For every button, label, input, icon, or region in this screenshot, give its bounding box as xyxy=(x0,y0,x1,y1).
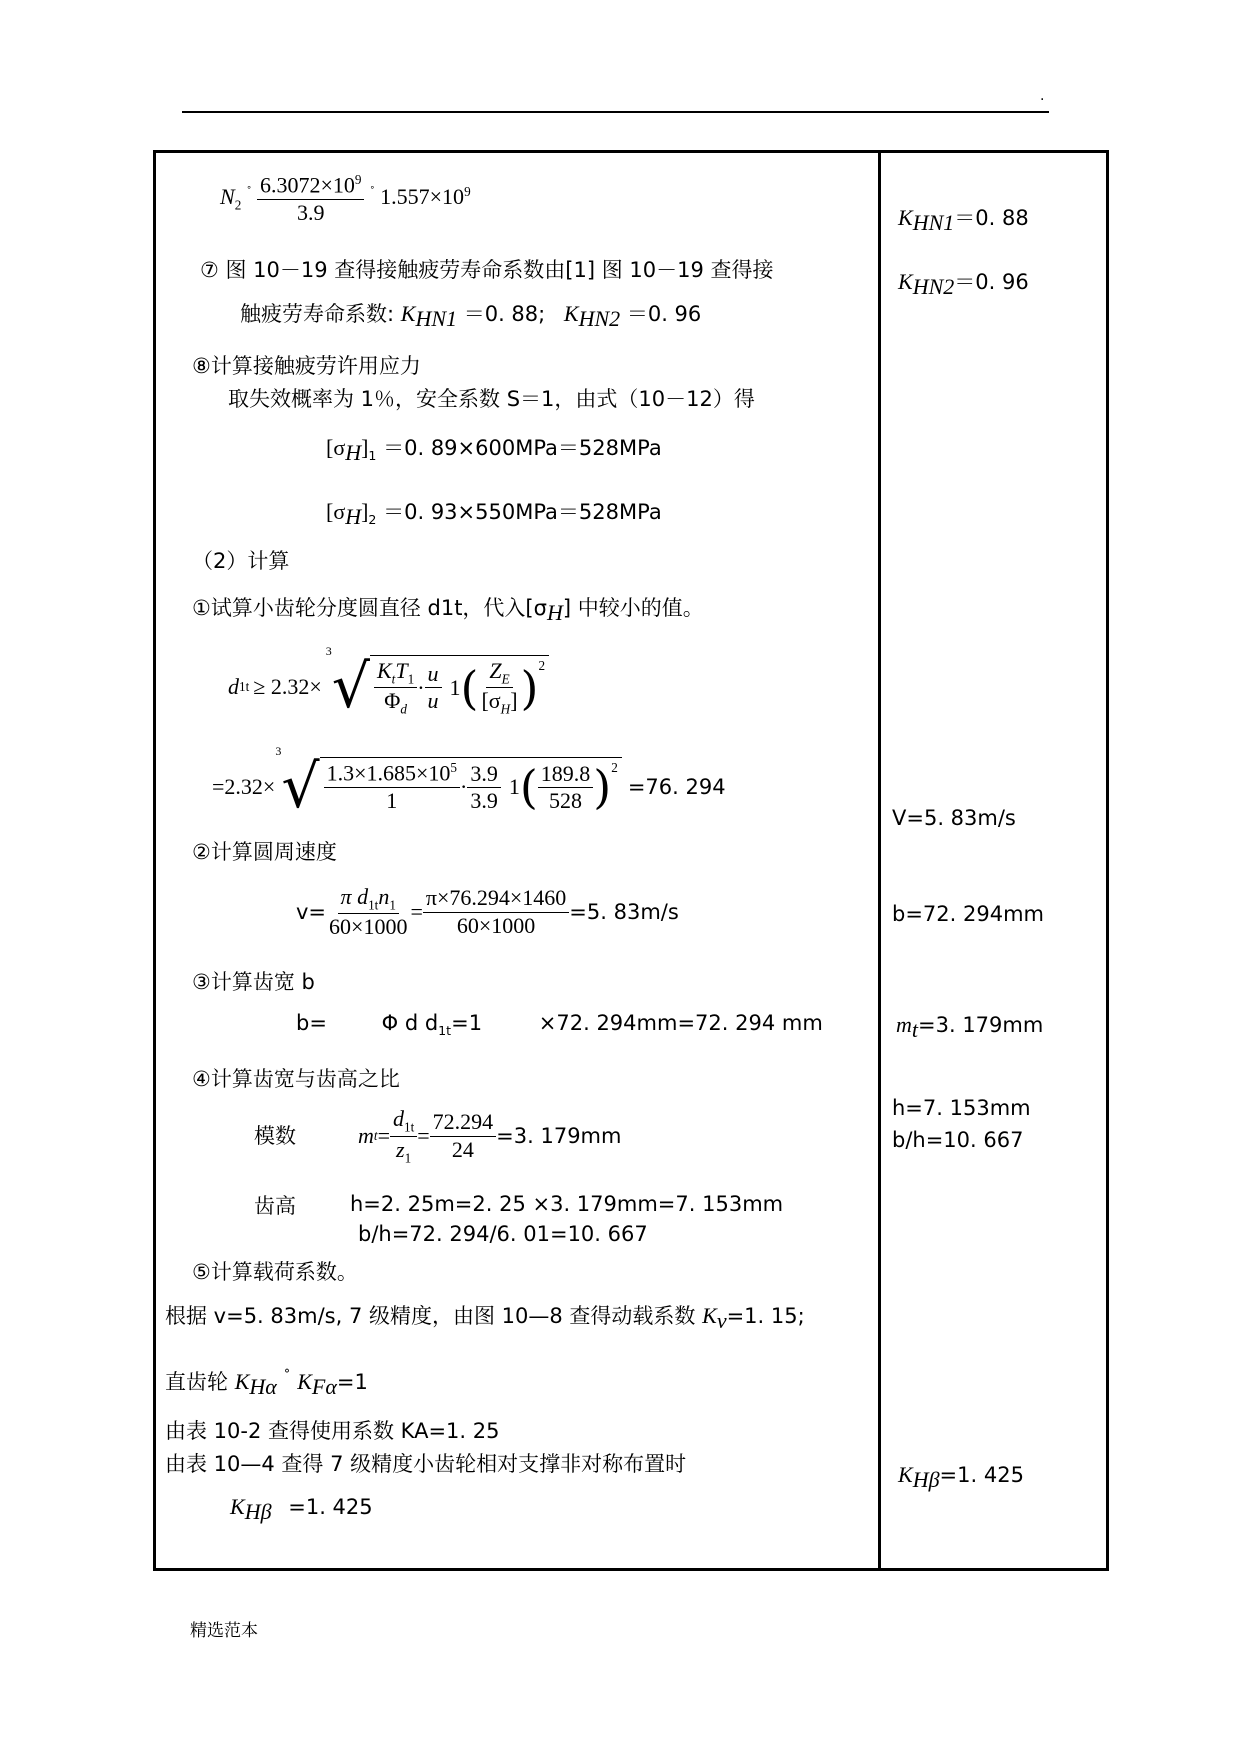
d1t-formula xyxy=(228,644,549,730)
step7-line1: ⑦ 图 10－19 查得接触疲劳寿命系数由[1] 图 10－19 查得接 xyxy=(200,258,774,282)
mt-label: m xyxy=(358,1123,374,1148)
d1t-relation: ≥ 2.32× xyxy=(253,674,322,699)
radicand: $\frac{K_tT_1}{\Phi_d}$ · $\frac{u}{u}$ 1 ( $\frac{Z_E}{[\sigma_H]}$ ) $^2$ xyxy=(370,655,549,719)
right-mt-k: m xyxy=(896,1012,912,1037)
eval-den3: 528 xyxy=(549,787,583,813)
ze-sub: E xyxy=(501,671,510,687)
radical-sign: √ xyxy=(331,652,370,722)
right-v: V=5. 83m/s xyxy=(892,806,1016,830)
mt-den: z xyxy=(396,1136,405,1162)
sigma1-close: ] xyxy=(361,435,369,460)
v-frac2 xyxy=(423,885,569,939)
right-b: b=72. 294mm xyxy=(892,902,1044,926)
right-khb-val: =1. 425 xyxy=(939,1463,1024,1487)
eval-result: =76. 294 xyxy=(627,775,726,799)
step7-k1-val: ＝0. 88; xyxy=(463,302,546,326)
eval-num1-exp: 5 xyxy=(450,760,457,776)
mt-num: d xyxy=(392,1106,404,1132)
v-den: 60×1000 xyxy=(329,913,408,939)
bh-expr: b/h=72. 294/6. 01=10. 667 xyxy=(358,1222,648,1246)
header-rule xyxy=(182,111,1049,113)
v-frac2-num: π×76.294×1460 xyxy=(423,885,569,912)
footer-text: 精选范本 xyxy=(190,1621,258,1641)
sigma2-line xyxy=(326,496,662,530)
kv-text: 根据 v=5. 83m/s, 7 级精度，由图 10—8 查得动载系数 xyxy=(165,1304,696,1328)
eval-root-index: 3 xyxy=(275,744,282,758)
sigma2-bracket: [σ xyxy=(326,499,346,524)
mt-num2: 72.294 xyxy=(430,1109,497,1136)
khb-val: =1. 425 xyxy=(288,1495,373,1519)
right-khn2-val: ＝0. 96 xyxy=(954,270,1029,294)
sig-sub: H xyxy=(500,701,511,717)
khb-sub: Hβ xyxy=(244,1499,272,1525)
v-num-sub2: 1 xyxy=(389,897,396,913)
h-expr: h=2. 25m=2. 25 ×3. 179mm=7. 153mm xyxy=(350,1192,784,1216)
header-dot: . xyxy=(1040,88,1045,104)
right-mt-val: =3. 179mm xyxy=(918,1013,1044,1037)
eval-frac1 xyxy=(324,760,460,814)
kt-frac xyxy=(374,658,417,717)
sigma1-line xyxy=(326,432,662,466)
mt-frac1 xyxy=(390,1106,417,1165)
n2-fraction xyxy=(257,172,365,226)
mt-num-sub: 1t xyxy=(403,1119,415,1135)
mt-result: =3. 179mm xyxy=(496,1124,622,1148)
b-expr-sub: 1t xyxy=(438,1023,452,1039)
kv-val: =1. 15; xyxy=(726,1304,805,1328)
step7-k2-sub: HN2 xyxy=(578,306,621,332)
kha-approx-symbol: ˚ xyxy=(283,1369,291,1385)
right-h: h=7. 153mm xyxy=(892,1096,1031,1120)
b-formula xyxy=(296,1010,823,1038)
eval-square-exp: 2 xyxy=(611,760,618,776)
right-khb xyxy=(898,1462,1024,1493)
eval-radicand: $\frac{1.3\times 1.685\times 10^5}{1}$ · $\frac{3.9}{3.9}$ 1 ( $\frac{189.8}{528}$ ) $^2$ xyxy=(320,757,622,816)
u-num: u xyxy=(425,661,442,688)
v-result: =5. 83m/s xyxy=(569,900,679,924)
eval-frac3 xyxy=(538,761,594,815)
step8-title: ⑧计算接触疲劳许用应力 xyxy=(192,354,421,378)
mt-sub: t xyxy=(373,1128,378,1143)
sigma1-sub: H xyxy=(345,440,362,466)
sigma2-close: ] xyxy=(361,499,369,524)
calc-title: （2）计算 xyxy=(192,549,290,573)
n2-formula xyxy=(220,172,471,232)
right-khn2-sub: HN2 xyxy=(912,274,955,300)
mt-eq2: = xyxy=(417,1123,430,1148)
sigma1-bracket: [σ xyxy=(326,435,346,460)
n2-frac-num: 6.3072×10 xyxy=(259,172,355,198)
sigma1-value: ＝0. 89×600MPa＝528MPa xyxy=(383,436,662,460)
eval-radical-sign: √ xyxy=(281,752,320,822)
right-khn2 xyxy=(898,266,1029,300)
mt-den-sub: 1 xyxy=(404,1149,412,1165)
eval-den1: 1 xyxy=(386,788,398,814)
right-paren: ) xyxy=(520,660,539,715)
v-num-b: n xyxy=(378,883,390,909)
ze: Z xyxy=(489,657,502,683)
kha-sub: Hα xyxy=(249,1374,277,1400)
one-term: 1 xyxy=(449,674,461,700)
d1t-sub: 1t xyxy=(239,679,250,694)
mt-den2: 24 xyxy=(451,1136,474,1162)
b-expr-b: =1 xyxy=(451,1011,483,1035)
eval-den2: 3.9 xyxy=(470,787,498,813)
column-divider xyxy=(878,150,881,1571)
v-eq: = xyxy=(410,899,423,924)
phi-sub: d xyxy=(400,701,407,717)
right-khn1-val: ＝0. 88 xyxy=(954,206,1029,230)
u-frac xyxy=(425,661,442,715)
t1: T xyxy=(395,657,408,683)
kfa-sub: Fα xyxy=(311,1374,337,1400)
step7-k2: K xyxy=(563,301,579,326)
sig-end: ] xyxy=(510,688,518,713)
kha-line xyxy=(165,1366,368,1400)
mt-frac2 xyxy=(430,1109,497,1163)
kt: K xyxy=(376,657,392,683)
left-paren: ( xyxy=(460,660,479,715)
step1-text-sub: H xyxy=(546,600,563,626)
step3-title: ③计算齿宽 b xyxy=(192,970,315,994)
kt-sub: t xyxy=(391,671,396,687)
kha-k: K xyxy=(234,1369,250,1394)
right-khn1-k: K xyxy=(898,205,913,230)
b-label: b= xyxy=(296,1011,327,1035)
khb-value-line xyxy=(230,1494,373,1525)
b-expr-c: ×72. 294mm=72. 294 mm xyxy=(538,1011,823,1035)
n2-result-exp: 9 xyxy=(464,183,471,199)
ze-frac xyxy=(478,658,520,717)
step8-desc: 取失效概率为 1％，安全系数 S＝1，由式（10－12）得 xyxy=(228,387,755,411)
step1-text-a: ①试算小齿轮分度圆直径 d1t，代入[σ xyxy=(192,596,547,620)
sigma2-value: ＝0. 93×550MPa＝528MPa xyxy=(383,500,662,524)
khb-k: K xyxy=(230,1494,245,1519)
v-label: v= xyxy=(296,900,327,924)
sigma1-index: 1 xyxy=(368,448,377,464)
d1t-evaluation xyxy=(212,744,726,830)
n2-frac-exp: 9 xyxy=(354,172,362,187)
step7-k1-sub: HN1 xyxy=(415,306,458,332)
kfa-k: K xyxy=(297,1369,312,1394)
v-frac1 xyxy=(326,884,410,941)
step2-title: ②计算圆周速度 xyxy=(192,840,337,864)
kv-k: K xyxy=(702,1303,717,1328)
v-num-a: π d xyxy=(340,883,369,909)
mt-eq: = xyxy=(377,1123,390,1148)
step4-title: ④计算齿宽与齿高之比 xyxy=(192,1067,400,1091)
right-khn2-k: K xyxy=(898,269,913,294)
square-exp: 2 xyxy=(538,657,546,673)
sig: [σ xyxy=(481,688,501,713)
eval-prefix: =2.32× xyxy=(212,774,276,799)
kv-line xyxy=(165,1300,805,1334)
n2-result: 1.557×10 xyxy=(380,184,465,210)
n2-subscript: 2 xyxy=(234,197,242,213)
sigma2-index: 2 xyxy=(368,512,377,528)
eval-num2: 3.9 xyxy=(467,761,501,788)
phi: Φ xyxy=(384,688,401,713)
right-mt-sub: t xyxy=(911,1017,919,1043)
b-expr-a: Φ d d xyxy=(381,1011,439,1035)
eval-num3: 189.8 xyxy=(538,761,594,788)
v-num-sub: 1t xyxy=(368,897,379,913)
velocity-formula xyxy=(296,882,679,942)
kv-sub: v xyxy=(716,1308,727,1334)
step1-text-b: ] 中较小的值。 xyxy=(562,596,704,620)
n2-approx-symbol-2: ˚ xyxy=(369,184,375,200)
module-label: 模数 xyxy=(254,1124,296,1148)
n2-frac-den: 3.9 xyxy=(296,199,325,225)
v-frac2-den: 60×1000 xyxy=(456,912,536,938)
n2-symbol: N xyxy=(220,184,235,210)
right-mt xyxy=(896,1012,1043,1043)
right-bh: b/h=10. 667 xyxy=(892,1128,1024,1152)
module-formula xyxy=(358,1106,621,1166)
khb-line: 由表 10—4 查得 7 级精度小齿轮相对支撑非对称布置时 xyxy=(165,1452,687,1476)
d1t-symbol: d xyxy=(228,674,239,699)
eval-right-paren: ) xyxy=(593,760,612,815)
eval-num1: 1.3×1.685×10 xyxy=(326,760,451,786)
step7-k1: K xyxy=(400,301,416,326)
step7-k2-val: ＝0. 96 xyxy=(626,302,702,326)
sigma2-sub: H xyxy=(345,504,362,530)
right-khn1-sub: HN1 xyxy=(912,210,955,236)
right-khn1 xyxy=(898,202,1029,236)
n2-approx-symbol: ˚ xyxy=(246,184,252,200)
eval-frac2 xyxy=(467,761,501,815)
eval-left-paren: ( xyxy=(519,760,538,815)
step7-prefix: 触疲劳寿命系数: xyxy=(240,302,395,326)
eval-one: 1 xyxy=(508,774,520,800)
step5-title: ⑤计算载荷系数。 xyxy=(192,1260,358,1284)
step7-line2 xyxy=(240,298,701,332)
right-khb-sub: Hβ xyxy=(912,1467,940,1493)
step1-text xyxy=(192,592,704,626)
u-den: u xyxy=(427,688,439,713)
t1-sub: 1 xyxy=(407,671,415,687)
ka-line: 由表 10-2 查得使用系数 KA=1. 25 xyxy=(165,1419,500,1443)
kha-val: =1 xyxy=(336,1370,368,1394)
cube-root-index: 3 xyxy=(325,644,332,658)
height-label: 齿高 xyxy=(254,1194,296,1218)
kha-prefix: 直齿轮 xyxy=(165,1370,228,1394)
right-khb-k: K xyxy=(898,1462,913,1487)
